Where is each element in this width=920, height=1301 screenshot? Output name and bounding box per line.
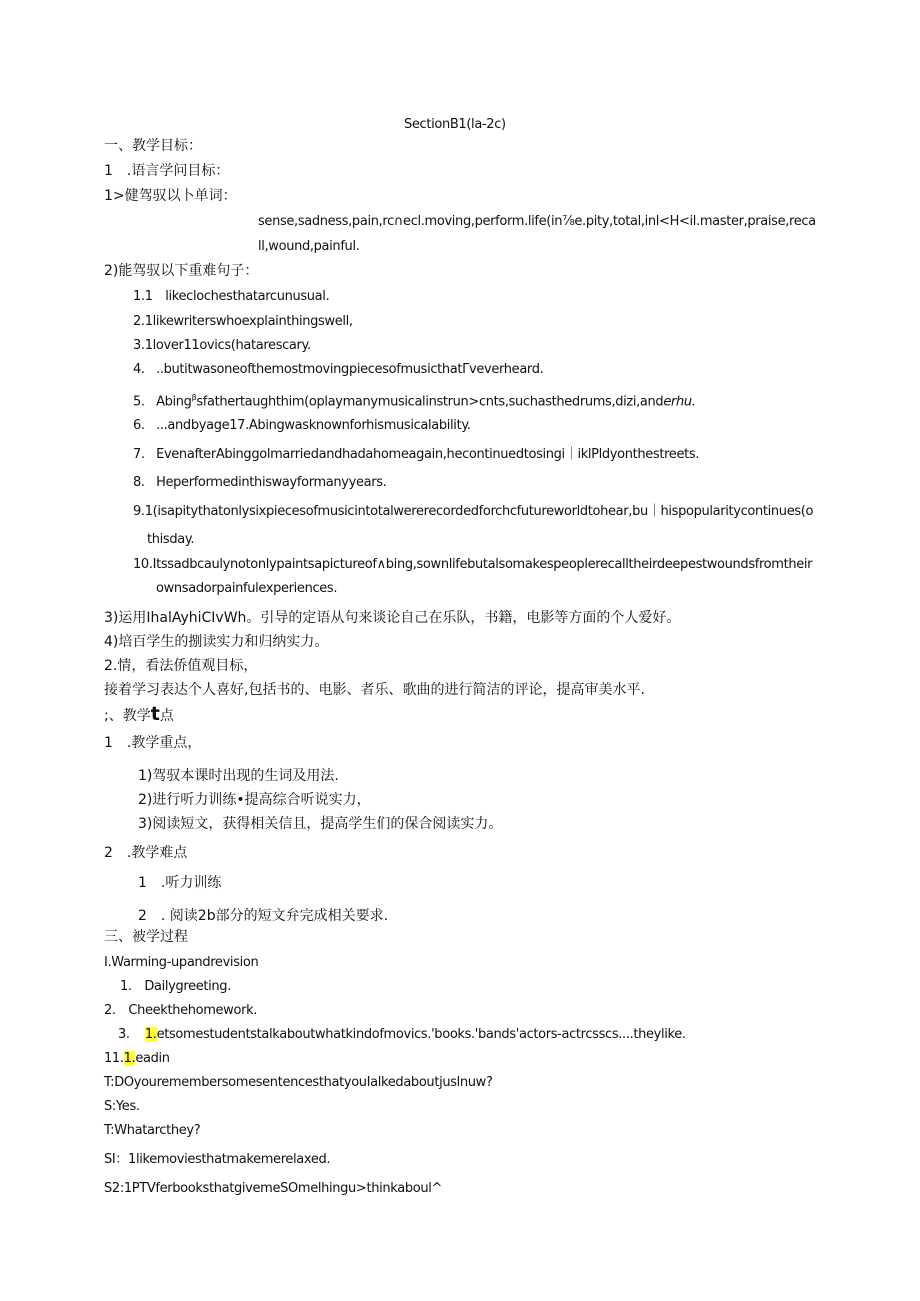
sentence-1: 1.1 likeclochesthatarcunusual.	[133, 289, 330, 304]
subheading-teaching-difficulty: 2 .教学难点	[104, 845, 188, 861]
dialog-student-1: SI：1likemoviesthatmakemerelaxed.	[104, 1152, 331, 1167]
key-points-heading-b: t	[150, 703, 160, 725]
subheading-values-goals: 2.情，看法侨值观目标，	[104, 658, 258, 674]
step-1-3	[118, 1026, 686, 1044]
sentence-3: 3.1lover11ovics(hatarescary.	[133, 338, 311, 353]
sentence-10-line-2: ownsadorpainfulexperiences.	[156, 581, 338, 596]
step-lead-in-highlight: 1.	[123, 1051, 136, 1066]
key-points-heading-a: ;、教学	[104, 708, 151, 724]
sentence-9-line-1: 9.1(isapitythatonlysixpiecesofmusicintotalwererecordedforchcfutureworldtohear,bu｜hispopularitycontinues(o	[133, 504, 814, 519]
dialog-teacher-2: T:Whatarcthey?	[104, 1123, 201, 1138]
document-title: SectionB1(la-2c)	[404, 117, 506, 132]
dialog-teacher-1: T:DOyouremembersomesentencesthatyouIalkedaboutjuslnuw?	[104, 1075, 493, 1090]
step-1-2: 2. Cheekthehomework.	[104, 1003, 258, 1018]
step-lead-in-number: 11.	[104, 1051, 124, 1066]
sentence-5-apostrophe: β	[191, 393, 197, 402]
sentence-9-line-2: thisday.	[147, 532, 195, 547]
sentence-10-line-1: 10.Itssadbcaulynotonlypaintsapictureof∧bing,sownlifebutalsomakespeoplerecalltheirdeepestwoundsfromtheir	[133, 557, 813, 572]
item-sentences-heading: 2)能驾驭以下重难句子：	[104, 263, 259, 279]
item-relative-clause: 3)运用IhalAyhiCIvWh。引导的定语从句来谈论自己在乐队，书籍，电影等方面的个人爱好。	[104, 610, 681, 626]
sentence-4-text: ..butitwasoneofthemostmovingpiecesofmusicthatΓveverheard.	[156, 362, 544, 377]
step-1-3-highlight: 1.	[144, 1027, 157, 1042]
sentence-5-text-b: sfathertaughthim(oplaymanymusicalinstrun>cnts,suchasthedrums,dizi,and	[196, 394, 664, 410]
sentence-7-number: 7.	[133, 447, 145, 462]
sentence-5-text-c: erhu.	[663, 394, 696, 410]
section-heading-process: 三、被学过程	[104, 929, 188, 945]
sentence-4	[133, 361, 543, 379]
difficulty-item-2: 2 . 阅读2b部分的短文弁完成相关要求.	[138, 908, 389, 924]
step-lead-in-text: eadin	[135, 1051, 170, 1066]
sentence-5	[133, 389, 696, 411]
dialog-students-1: S:Yes.	[104, 1099, 140, 1114]
sentence-8-text: Heperformedinthiswayformanyyears.	[156, 475, 387, 490]
difficulty-item-1: 1 .听力训练	[138, 875, 222, 891]
sentence-2: 2.1likewriterswhoexplainthingswell,	[133, 314, 353, 329]
sentence-6-number: 6.	[133, 418, 145, 433]
focus-item-3: 3)阅读短文，获得相关信且，提高学生们的保合阅读实力。	[138, 816, 503, 832]
sentence-4-number: 4.	[133, 362, 145, 377]
focus-item-1: 1)驾驭本课时出现的生词及用法.	[138, 768, 339, 784]
sentence-6-text: ...andbyage17.Abingwasknownforhismusicalability.	[156, 418, 471, 433]
item-reading-ability: 4)培百学生的捌读实力和归纳实力。	[104, 634, 329, 650]
step-1-3-text: etsomestudentstalkaboutwhatkindofmovics.'books.'bands'actors-actrcsscs....theylike.	[156, 1027, 686, 1042]
sentence-5-number: 5.	[133, 394, 145, 410]
vocab-line-1: sense,sadness,pain,rc∩ecl.moving,perform.life(in⅞e.pity,total,inl<H<il.master,praise,reca	[258, 214, 816, 229]
section-heading-key-points	[104, 705, 174, 725]
section-heading-objectives: 一、教学目标：	[104, 138, 202, 154]
sentence-8	[133, 474, 386, 492]
sentence-7-text: EvenafterAbinggolmarriedandhadahomeagain,hecontinuedtosingi｜iklPldyonthestreets.	[156, 447, 700, 462]
sentence-5-text-a: Abing	[156, 394, 192, 410]
step-warming-up: I.Warming-upandrevision	[104, 955, 259, 970]
subheading-teaching-focus: 1 .教学重点，	[104, 735, 202, 751]
step-lead-in	[104, 1050, 170, 1068]
focus-item-2: 2)进行听力训练•提高综合听说实力，	[138, 792, 371, 808]
step-1-3-number: 3.	[118, 1027, 130, 1042]
vocab-line-2: ll,wound,painful.	[258, 239, 360, 254]
item-vocab-heading: 1>健驾驭以卜单词：	[104, 188, 237, 204]
sentence-8-number: 8.	[133, 475, 145, 490]
sentence-6	[133, 417, 471, 435]
sentence-7	[133, 446, 699, 464]
dialog-student-2: S2:1PTVferbooksthatgivemeSOmelhingu>thinkaboul^	[104, 1181, 443, 1196]
subheading-language-goals: 1 .语言学问目标：	[104, 163, 230, 179]
values-goals-text: 接着学习表达个人喜好,包括书的、电影、者乐、歌曲的进行简洁的评论，提高审美水平.	[104, 682, 645, 698]
step-1-1: 1. Dailygreeting.	[120, 979, 231, 994]
key-points-heading-c: 点	[159, 708, 174, 724]
